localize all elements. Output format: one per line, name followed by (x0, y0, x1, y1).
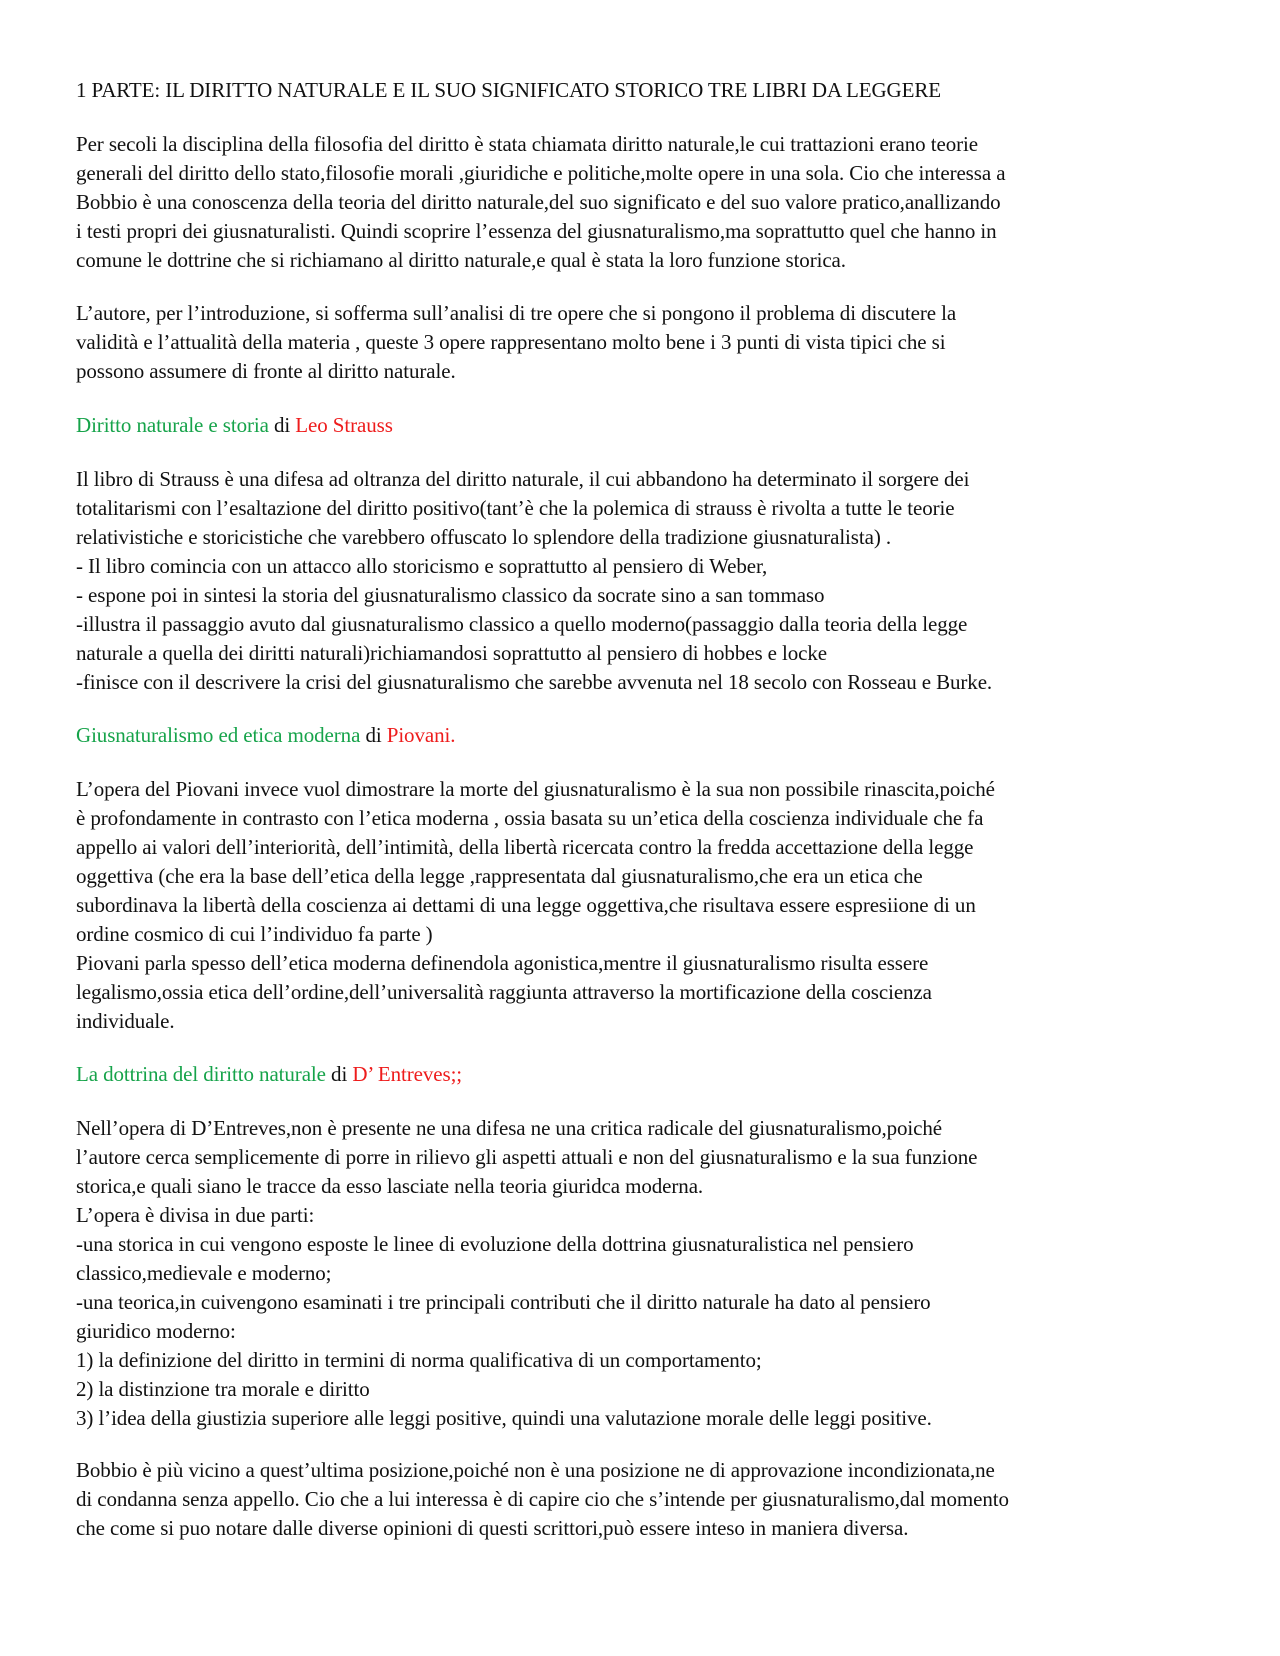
text-line: possono assumere di fronte al diritto naturale. (76, 359, 456, 383)
book-title: La dottrina del diritto naturale (76, 1062, 326, 1086)
book-author: Leo Strauss (295, 413, 393, 437)
book-author: D’ Entreves (352, 1062, 451, 1086)
text-line: Piovani parla spesso dell’etica moderna definendola agonistica,mentre il giusnaturalismo risulta essere (76, 951, 929, 975)
document-title: 1 PARTE: IL DIRITTO NATURALE E IL SUO SIGNIFICATO STORICO TRE LIBRI DA LEGGERE (76, 78, 941, 102)
text-line: Per secoli la disciplina della filosofia del diritto è stata chiamata diritto naturale,le cui trattazioni erano teorie (76, 132, 978, 156)
text-line: legalismo,ossia etica dell’ordine,dell’universalità raggiunta attraverso la mortificazione della coscienza (76, 980, 932, 1004)
text-line: naturale a quella dei diritti naturali)richiamandosi soprattutto al pensiero di hobbes e locke (76, 641, 828, 665)
text-line: validità e l’attualità della materia , queste 3 opere rappresentano molto bene i 3 punti di vista tipici che si (76, 330, 946, 354)
text-line: generali del diritto dello stato,filosofie morali ,giuridiche e politiche,molte opere in una sola. Cio che interessa a (76, 161, 1006, 185)
text-line: Nell’opera di D’Entreves,non è presente ne una difesa ne una critica radicale del giusnaturalismo,poiché (76, 1116, 942, 1140)
text-line: l’autore cerca semplicemente di porre in rilievo gli aspetti attuali e non del giusnaturalismo e la sua funzione (76, 1145, 978, 1169)
text-line: - Il libro comincia con un attacco allo storicismo e soprattutto al pensiero di Weber, (76, 554, 768, 578)
author-intro-paragraph (76, 299, 956, 386)
book-title: Giusnaturalismo ed etica moderna (76, 723, 361, 747)
di-text: di (360, 723, 387, 747)
text-line: classico,medievale e moderno; (76, 1261, 332, 1285)
text-line: Bobbio è una conoscenza della teoria del diritto naturale,del suo significato e del suo valore pratico,anallizando (76, 190, 1001, 214)
text-line: 2) la distinzione tra morale e diritto (76, 1377, 370, 1401)
intro-paragraph (76, 130, 1005, 275)
di-text: di (325, 1062, 353, 1086)
text-line: è profondamente in contrasto con l’etica moderna , ossia basata su un’etica della coscienza individuale che fa (76, 806, 984, 830)
text-line: relativistiche e storicistiche che varebbero offuscato lo splendore della tradizione giusnaturalista) . (76, 525, 892, 549)
conclusion-paragraph (76, 1456, 1009, 1543)
text-line: appello ai valori dell’interiorità, dell’intimità, della libertà ricercata contro la fredda accettazione della legge (76, 835, 974, 859)
dentreves-paragraph (76, 1114, 977, 1433)
text-line: Il libro di Strauss è una difesa ad oltranza del diritto naturale, il cui abbandono ha determinato il sorgere dei (76, 467, 970, 491)
text-line: totalitarismi con l’esaltazione del diritto positivo(tant’è che la polemica di strauss è rivolta a tutte le teorie (76, 496, 955, 520)
text-line: di condanna senza appello. Cio che a lui interessa è di capire cio che s’intende per giusnaturalismo,dal momento (76, 1487, 1009, 1511)
piovani-paragraph (76, 775, 995, 1036)
book-heading-dentreves (76, 1060, 462, 1089)
text-line: - espone poi in sintesi la storia del giusnaturalismo classico da socrate sino a san tommaso (76, 583, 825, 607)
text-line: storica,e quali siano le tracce da esso lasciate nella teoria giuridca moderna. (76, 1174, 704, 1198)
book-heading-strauss (76, 411, 393, 440)
text-line: -una teorica,in cuivengono esaminati i tre principali contributi che il diritto naturale ha dato al pensiero (76, 1290, 931, 1314)
text-line: oggettiva (che era la base dell’etica della legge ,rappresentata dal giusnaturalismo,che era un etica che (76, 864, 923, 888)
text-line: 1) la definizione del diritto in termini di norma qualificativa di un comportamento; (76, 1348, 762, 1372)
text-line: Bobbio è più vicino a quest’ultima posizione,poiché non è una posizione ne di approvazione incondizionata,ne (76, 1458, 995, 1482)
text-line: comune le dottrine che si richiamano al diritto naturale,e qual è stata la loro funzione storica. (76, 248, 846, 272)
text-line: -una storica in cui vengono esposte le linee di evoluzione della dottrina giusnaturalistica nel pensiero (76, 1232, 914, 1256)
book-heading-piovani (76, 721, 455, 750)
book-author: Piovani. (386, 723, 456, 747)
text-line: L’opera è divisa in due parti: (76, 1203, 315, 1227)
di-text: di (268, 413, 296, 437)
text-line: -illustra il passaggio avuto dal giusnaturalismo classico a quello moderno(passaggio dalla teoria della legge (76, 612, 968, 636)
text-line: subordinava la libertà della coscienza ai dettami di una legge oggettiva,che risultava essere espresiione di un (76, 893, 976, 917)
text-line: L’opera del Piovani invece vuol dimostrare la morte del giusnaturalismo è la sua non possibile rinascita,poiché (76, 777, 995, 801)
text-line: che come si puo notare dalle diverse opinioni di questi scrittori,può essere inteso in maniera diversa. (76, 1516, 909, 1540)
text-line: individuale. (76, 1009, 175, 1033)
text-line: ordine cosmico di cui l’individuo fa parte ) (76, 922, 433, 946)
text-line: L’autore, per l’introduzione, si sofferma sull’analisi di tre opere che si pongono il problema di discutere la (76, 301, 957, 325)
text-line: -finisce con il descrivere la crisi del giusnaturalismo che sarebbe avvenuta nel 18 secolo con Rosseau e Burke. (76, 670, 993, 694)
text-line: i testi propri dei giusnaturalisti. Quindi scoprire l’essenza del giusnaturalismo,ma soprattutto quel che hanno in (76, 219, 997, 243)
text-line: giuridico moderno: (76, 1319, 236, 1343)
heading-suffix: ;; (450, 1062, 463, 1086)
book-title: Diritto naturale e storia (76, 413, 269, 437)
text-line: 3) l’idea della giustizia superiore alle leggi positive, quindi una valutazione morale delle leggi positive. (76, 1406, 932, 1430)
strauss-paragraph (76, 465, 992, 697)
